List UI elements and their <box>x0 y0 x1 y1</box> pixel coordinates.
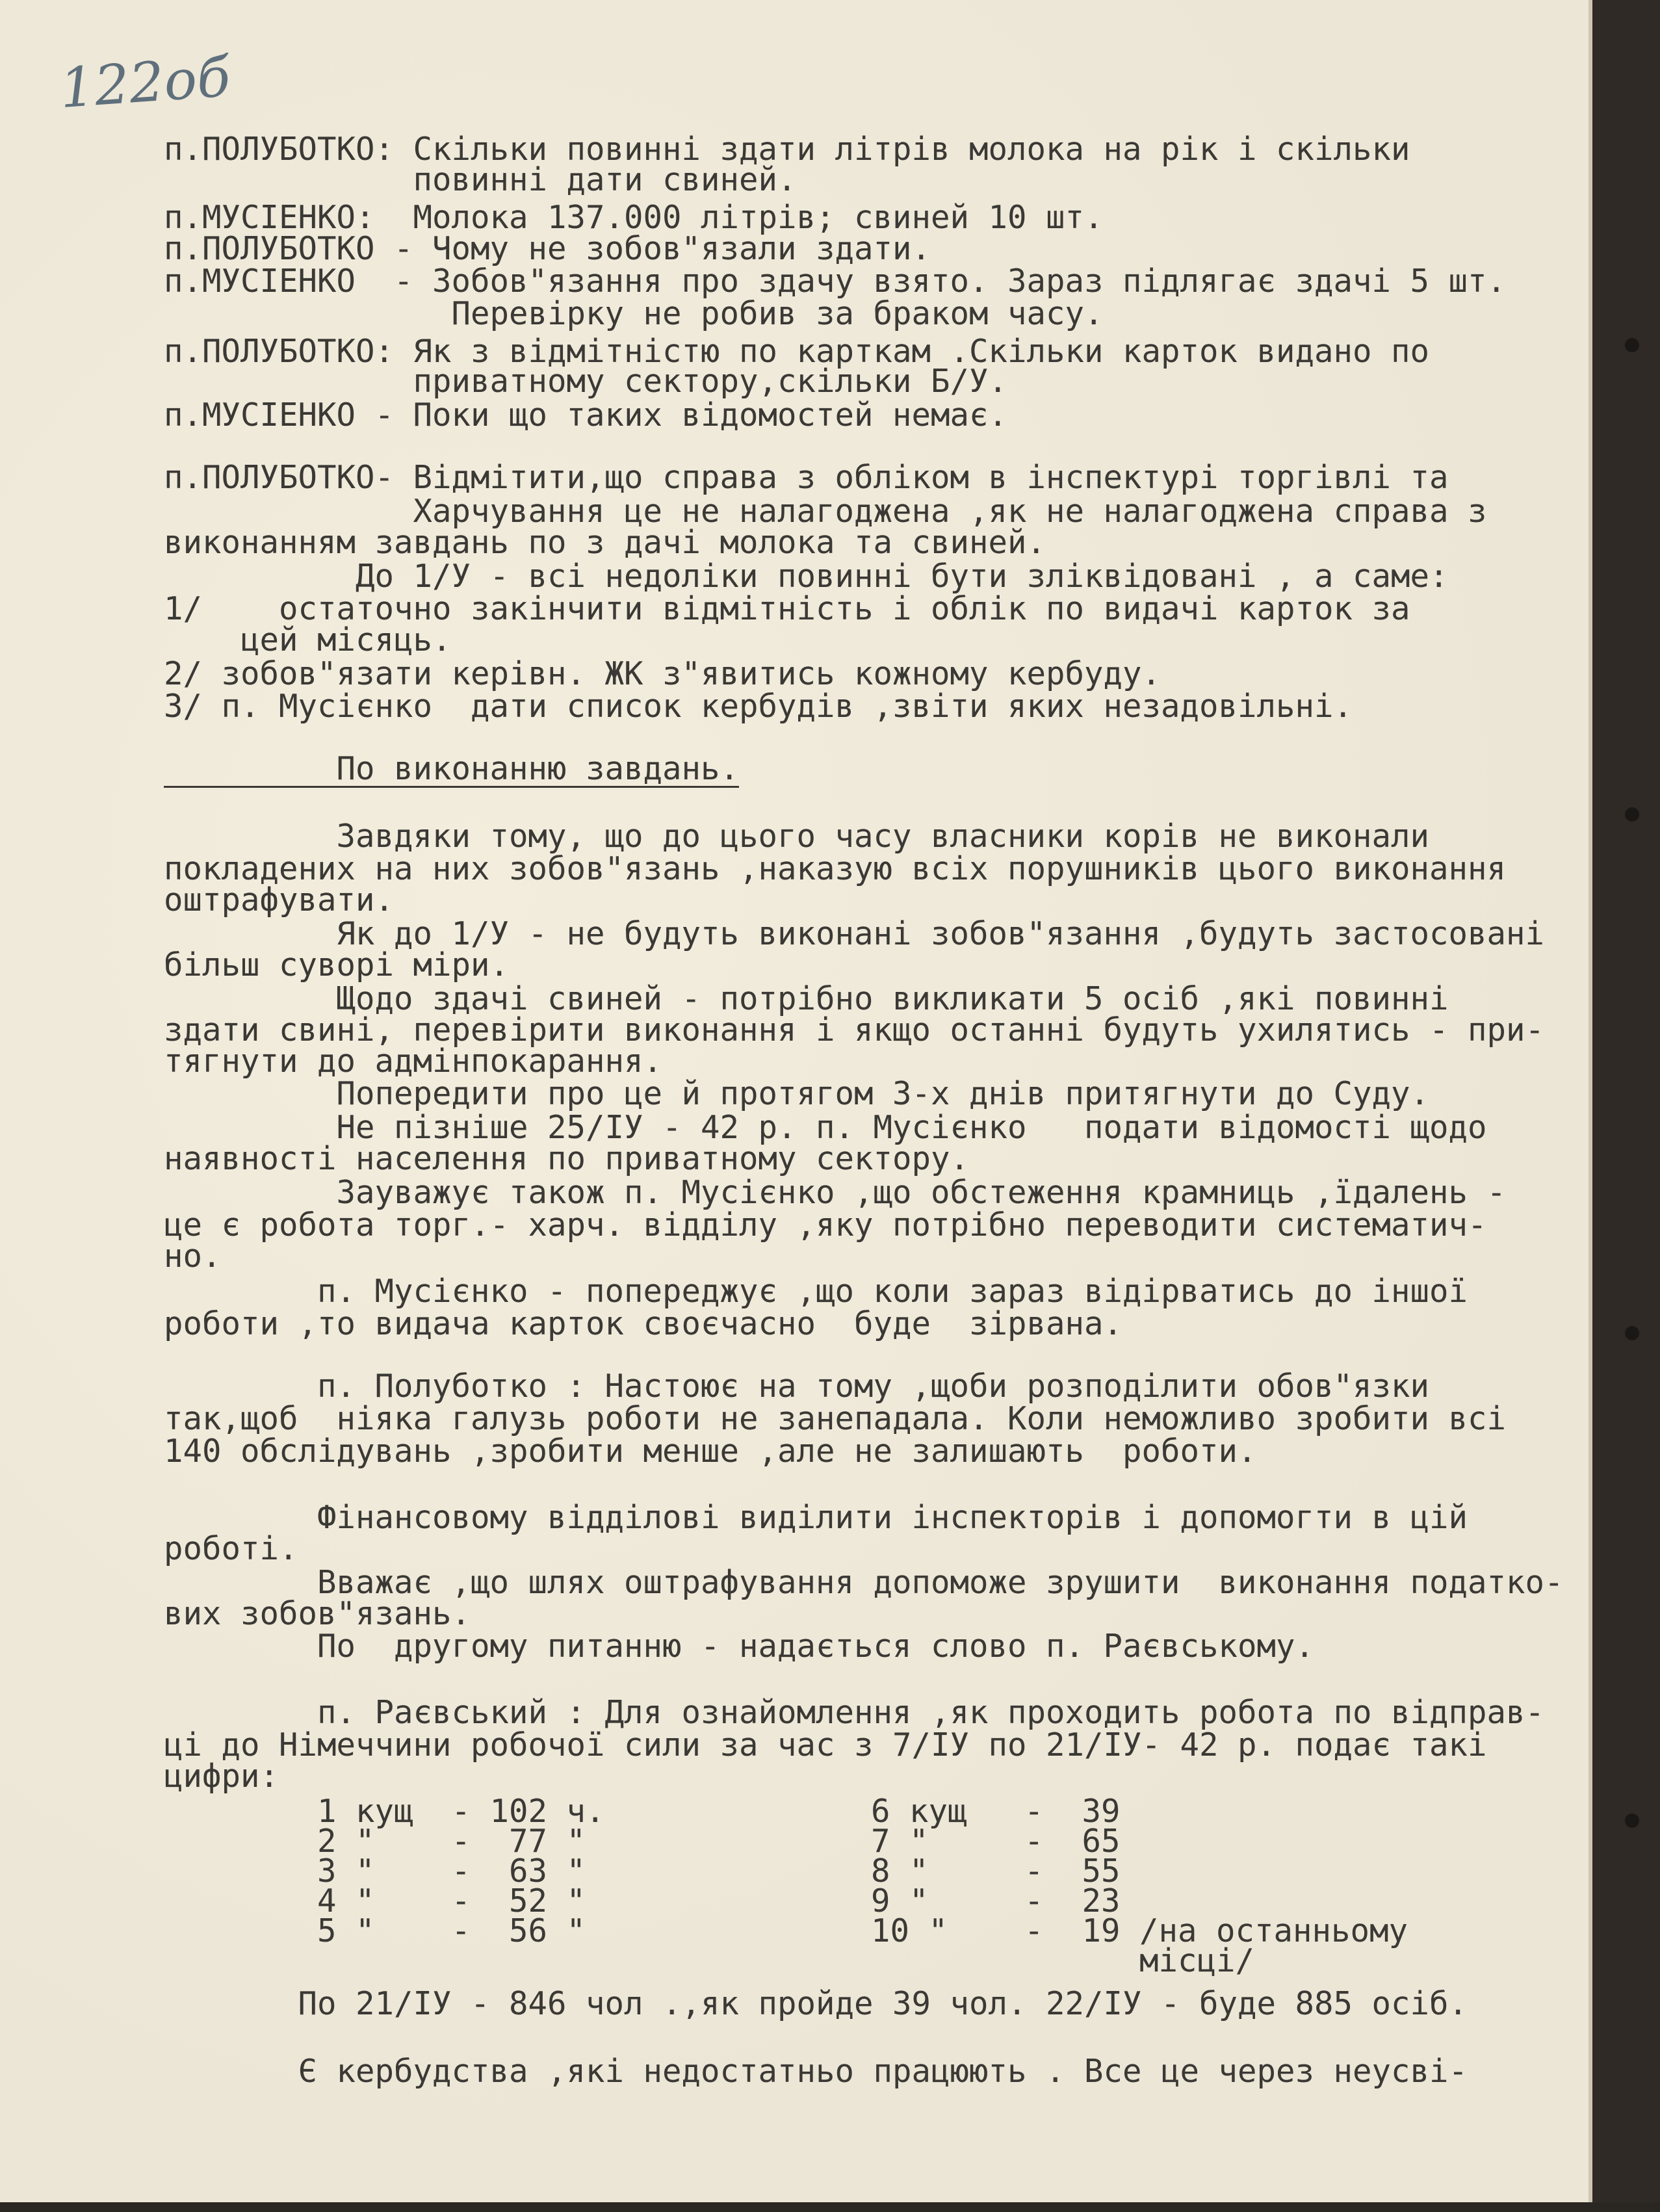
text-line: так,щоб ніяка галузь роботи не занепадала. Коли неможливо зробити всі <box>164 1400 1507 1437</box>
text-line: 2/ зобов"язати керівн. ЖК з"явитись кожному кербуду. <box>164 655 1161 692</box>
text-line: п.МУСІЕНКО - Зобов"язання про здачу взято. Зараз підлягає здачі 5 шт. <box>164 263 1507 300</box>
text-line: наявності населення по приватному сектору. <box>164 1140 970 1177</box>
tally-row: 8 " - 55 <box>871 1853 1121 1890</box>
text-line: Зауважує також п. Мусієнко ,що обстеження крамниць ,їдалень - <box>164 1174 1507 1211</box>
text-line: По другому питанню - надається слово п. Раєвському. <box>164 1628 1315 1665</box>
text-line: Не пізніше 25/ІУ - 42 р. п. Мусієнко подати відомості щодо <box>164 1109 1487 1146</box>
text-line: покладених на них зобов"язань ,наказую всіх порушників цього виконання <box>164 850 1507 887</box>
text-line: це є робота торг.- харч. відділу ,яку потрібно переводити систематич- <box>164 1206 1487 1243</box>
text-line: п.ПОЛУБОТКО- Відмітити,що справа з обліком в інспектурі торгівлі та <box>164 459 1449 496</box>
tally-row: 4 " - 52 " <box>164 1882 586 1919</box>
tally-row: 6 кущ - 39 <box>871 1793 1121 1830</box>
text-line: цифри: <box>164 1758 279 1795</box>
text-line: Завдяки тому, що до цього часу власники корів не виконали <box>164 818 1430 855</box>
tally-row: 1 кущ - 102 ч. <box>164 1793 605 1830</box>
tally-row: 3 " - 63 " <box>164 1853 586 1890</box>
text-line: Попередити про це й протягом 3-х днів притягнути до Суду. <box>164 1075 1430 1112</box>
text-line: 3/ п. Мусієнко дати список кербудів ,звіти яких незадовільні. <box>164 688 1353 725</box>
binder-hole-icon <box>1625 338 1639 352</box>
text-line: п. Мусієнко - попереджує ,що коли зараз відірватись до іншої <box>164 1273 1468 1310</box>
tally-row: 9 " - 23 <box>871 1882 1121 1919</box>
text-line: приватному сектору,скільки Б/У. <box>164 363 1008 400</box>
text-line: роботі. <box>164 1530 298 1567</box>
text-line: виконанням завдань по з дачі молока та свиней. <box>164 524 1046 561</box>
binder-hole-icon <box>1625 1814 1639 1828</box>
tally-row: 7 " - 65 <box>871 1823 1121 1860</box>
text-line: Харчування це не налагоджена ,як не налагоджена справа з <box>164 493 1487 530</box>
text-line: повинні дати свиней. <box>164 161 797 198</box>
binder-hole-icon <box>1625 1326 1639 1340</box>
text-line: п.ПОЛУБОТКО - Чому не зобов"язали здати. <box>164 230 931 267</box>
text-line: По 21/ІУ - 846 чол .,як пройде 39 чол. 22/ІУ - буде 885 осіб. <box>164 1985 1468 2022</box>
text-line: Є кербудства ,які недостатньо працюють . Все це через неусві- <box>164 2053 1468 2090</box>
text-line: Як до 1/У - не будуть виконані зобов"язання ,будуть застосовані <box>164 915 1545 952</box>
text-line: До 1/У - всі недоліки повинні бути зліквідовані , а саме: <box>164 558 1449 595</box>
text-line: цей місяць. <box>164 621 452 658</box>
text-line: но. <box>164 1238 222 1275</box>
text-line: п. Полуботко : Настоює на тому ,щоби розподілити обов"язки <box>164 1368 1430 1405</box>
text-line: п.ПОЛУБОТКО: Як з відмітністю по карткам .Скільки карток видано по <box>164 333 1430 370</box>
text-line: оштрафувати. <box>164 881 395 918</box>
text-line: Фінансовому відділові виділити інспекторів і допомогти в цій <box>164 1499 1468 1536</box>
text-line: п.МУСІЕНКО - Поки що таких відомостей немає. <box>164 397 1008 434</box>
text-line: більш суворі міри. <box>164 946 510 983</box>
tally-row: 10 " - 19 /на останньому <box>871 1912 1408 1949</box>
tally-row: місці/ <box>871 1942 1255 1979</box>
text-line: Вважає ,що шлях оштрафування допоможе зрушити виконання податко- <box>164 1564 1564 1601</box>
text-line: п.ПОЛУБОТКО: Скільки повинні здати літрів молока на рік і скільки <box>164 131 1410 168</box>
text-line: Щодо здачі свиней - потрібно викликати 5 осіб ,які повинні <box>164 980 1449 1017</box>
text-line: Перевірку не робив за браком часу. <box>164 295 1104 332</box>
binding-edge <box>1589 0 1660 2212</box>
tally-row: 5 " - 56 " <box>164 1912 586 1949</box>
archive-page-number: 122об <box>57 44 233 121</box>
text-line: ці до Німеччини робочої сили за час з 7/ІУ по 21/ІУ- 42 р. подає такі <box>164 1726 1487 1763</box>
binder-hole-icon <box>1625 807 1639 822</box>
text-line: тягнути до адмінпокарання. <box>164 1043 663 1080</box>
tally-row: 2 " - 77 " <box>164 1823 586 1860</box>
text-line: здати свині, перевірити виконання і якщо останні будуть ухилятись - при- <box>164 1011 1545 1048</box>
text-line: роботи ,то видача карток своєчасно буде зірвана. <box>164 1305 1123 1342</box>
text-line: п. Раєвський : Для ознайомлення ,як проходить робота по відправ- <box>164 1694 1545 1731</box>
section-heading: По виконанню завдань. <box>164 750 740 787</box>
scan-border <box>0 2202 1660 2212</box>
text-line: 1/ остаточно закінчити відмітність і облік по видачі карток за <box>164 590 1410 627</box>
text-line: вих зобов"язань. <box>164 1595 471 1632</box>
text-line: п.МУСІЕНКО: Молока 137.000 літрів; свиней 10 шт. <box>164 199 1104 236</box>
text-line: 140 обслідувань ,зробити менше ,але не залишають роботи. <box>164 1433 1257 1470</box>
